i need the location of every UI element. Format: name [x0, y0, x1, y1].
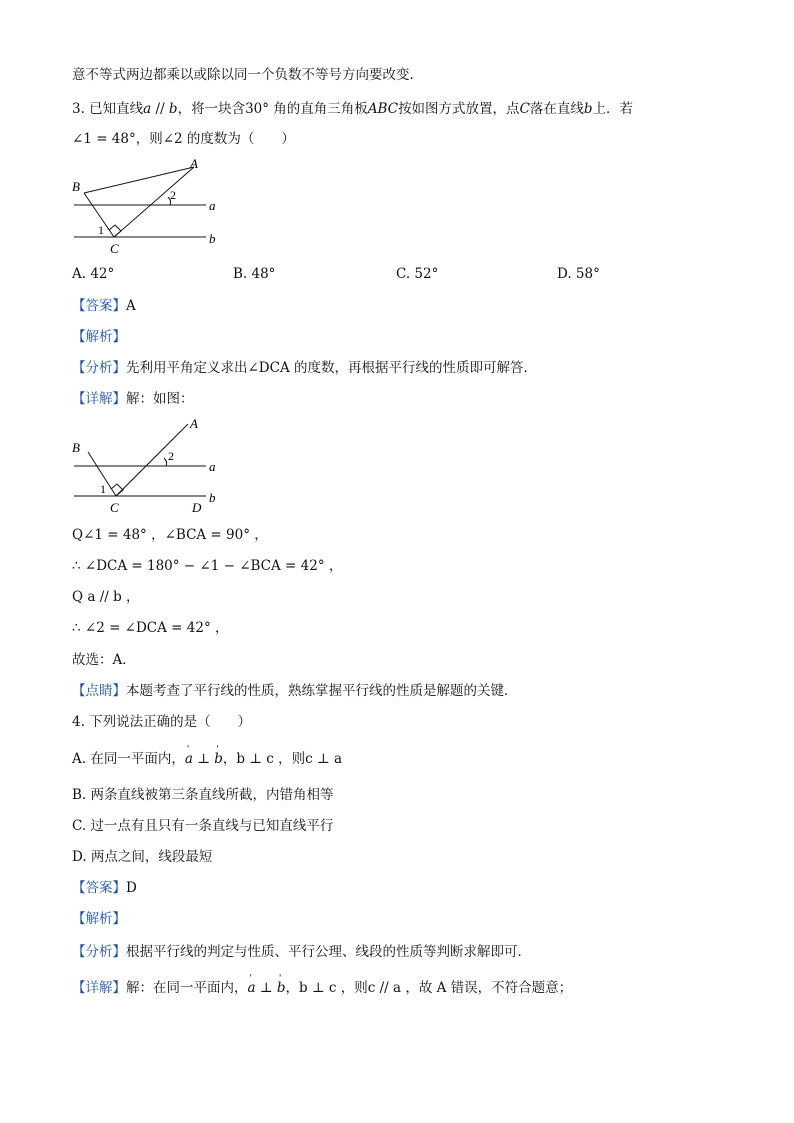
q3-option-b: B. 48° [233, 266, 276, 282]
fig1-label-A: A [190, 156, 198, 171]
fig1-label-B: B [72, 179, 80, 194]
q4-option-b: B. 两条直线被第三条直线所截，内错角相等 [72, 787, 334, 803]
q3-jiexi: 【解析】 [72, 329, 126, 345]
q4-option-c: C. 过一点有且只有一条直线与已知直线平行 [72, 818, 334, 834]
fig1-label-C: C [110, 241, 119, 255]
q3-figure-1 [66, 155, 226, 255]
fig2-label-a: a [209, 459, 216, 474]
q4-stem: 4. 下列说法正确的是（ ） [72, 714, 252, 730]
fig2-label-b: b [209, 490, 216, 505]
fig2-label-C: C [110, 500, 119, 515]
q3-step-3: Q a // b ， [72, 589, 140, 605]
q4-jiexi: 【解析】 [72, 911, 126, 927]
fig2-label-B: B [72, 440, 80, 455]
fig2-label-1: 1 [100, 482, 106, 496]
fig1-label-1: 1 [98, 223, 104, 237]
q3-dianjing: 【点睛】本题考查了平行线的性质，熟练掌握平行线的性质是解题的关键． [72, 683, 518, 699]
q3-step-4: ∴ ∠2 = ∠DCA = 42° ， [72, 620, 229, 636]
q4-fenxi: 【分析】根据平行线的判定与性质、平行公理、线段的性质等判断求解即可． [72, 944, 531, 960]
q3-guxuan: 故选：A． [72, 652, 136, 668]
q3-fenxi: 【分析】先利用平角定义求出∠DCA 的度数，再根据平行线的性质即可解答． [72, 360, 538, 376]
q4-xiangjie: 【详解】解：在同一平面内，' a ⊥ ' b，b ⊥ c ，则c // a ，故 A 错误，不符合题意； [72, 979, 572, 997]
q3-step-2: ∴ ∠DCA = 180° − ∠1 − ∠BCA = 42° ， [72, 558, 343, 574]
q4-option-a: A. 在同一平面内，' a ⊥ ' b，b ⊥ c ，则c ⊥ a [72, 750, 342, 768]
q3-stem-line1: 3. 已知直线a // b，将一块含30° 角的直角三角板ABC按如图方式放置，点C落在直线b上．若 [72, 101, 634, 117]
fig2-label-D: D [192, 500, 202, 515]
q3-xiangjie: 【详解】解：如图： [72, 391, 194, 407]
fig1-label-a: a [209, 198, 216, 213]
q3-figure-2 [66, 414, 226, 518]
fig2-label-A: A [190, 416, 198, 431]
q3-stem-line2: ∠1 = 48°，则∠2 的度数为（ ） [72, 131, 295, 147]
q4-option-d: D. 两点之间，线段最短 [72, 849, 213, 865]
fig1-label-2: 2 [170, 188, 176, 202]
q3-option-a: A. 42° [72, 266, 115, 282]
q3-step-1: Q∠1 = 48° ，∠BCA = 90° ， [72, 527, 268, 543]
q3-option-d: D. 58° [557, 266, 600, 282]
q3-option-c: C. 52° [396, 266, 439, 282]
q3-answer: 【答案】A [72, 298, 136, 314]
fig2-label-2: 2 [168, 449, 174, 463]
q4-answer: 【答案】D [72, 880, 137, 896]
intro-tail: 意不等式两边都乘以或除以同一个负数不等号方向要改变． [72, 67, 423, 83]
fig1-label-b: b [209, 231, 216, 246]
